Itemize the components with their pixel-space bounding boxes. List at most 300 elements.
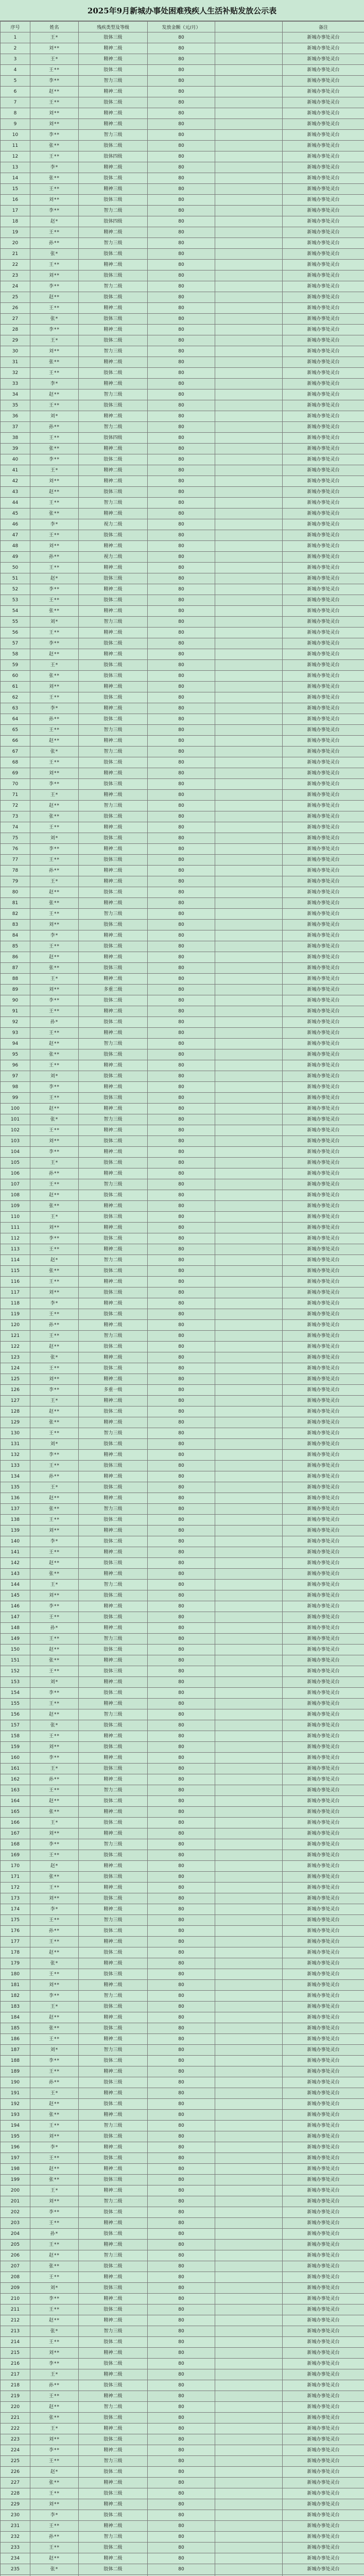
cell-disability: 智力二级 <box>79 1991 148 2002</box>
cell-amount: 80 <box>148 389 215 400</box>
cell-index: 170 <box>1 1861 30 1872</box>
cell-blank <box>215 130 283 141</box>
cell-blank <box>215 498 283 509</box>
cell-name: 赵** <box>30 487 79 498</box>
cell-disability: 肢体二级 <box>79 2467 148 2478</box>
cell-name: 赵** <box>30 649 79 660</box>
cell-blank <box>215 801 283 811</box>
table-row <box>1 1287 364 1298</box>
cell-remark: 新城办事处灵台 <box>283 2478 364 2488</box>
cell-remark: 新城办事处灵台 <box>283 985 364 995</box>
cell-name: 张** <box>30 2413 79 2424</box>
cell-remark: 新城办事处灵台 <box>283 2283 364 2294</box>
cell-amount: 80 <box>148 238 215 249</box>
table-row <box>1 671 364 682</box>
cell-remark: 新城办事处灵台 <box>283 671 364 682</box>
cell-name: 李** <box>30 130 79 141</box>
cell-blank <box>215 1893 283 1904</box>
cell-blank <box>215 1385 283 1396</box>
cell-blank <box>215 411 283 422</box>
cell-blank <box>215 909 283 920</box>
cell-blank <box>215 119 283 130</box>
cell-blank <box>215 855 283 866</box>
cell-amount: 80 <box>148 195 215 206</box>
table-row <box>1 2304 364 2315</box>
cell-name: 李** <box>30 844 79 855</box>
cell-index: 58 <box>1 649 30 660</box>
cell-remark: 新城办事处灵台 <box>283 833 364 844</box>
cell-remark: 新城办事处灵台 <box>283 1428 364 1439</box>
cell-amount: 80 <box>148 76 215 87</box>
cell-index: 216 <box>1 2359 30 2369</box>
cell-blank <box>215 1850 283 1861</box>
cell-blank <box>215 920 283 930</box>
cell-index: 134 <box>1 1471 30 1482</box>
cell-name: 孙** <box>30 552 79 563</box>
cell-disability: 肢体二级 <box>79 1363 148 1374</box>
cell-index: 187 <box>1 2045 30 2056</box>
cell-index: 82 <box>1 909 30 920</box>
cell-name: 王* <box>30 2424 79 2434</box>
cell-remark: 新城办事处灵台 <box>283 2369 364 2380</box>
cell-amount: 80 <box>148 1179 215 1190</box>
table-row <box>1 2099 364 2110</box>
table-row <box>1 1060 364 1071</box>
table-row <box>1 87 364 97</box>
cell-index: 144 <box>1 1580 30 1590</box>
cell-blank <box>215 2304 283 2315</box>
cell-remark: 新城办事处灵台 <box>283 2002 364 2012</box>
cell-amount: 80 <box>148 1287 215 1298</box>
cell-remark: 新城办事处灵台 <box>283 1060 364 1071</box>
table-row <box>1 909 364 920</box>
cell-disability: 肢体二级 <box>79 368 148 379</box>
cell-index: 66 <box>1 736 30 747</box>
cell-amount: 80 <box>148 216 215 227</box>
cell-remark: 新城办事处灵台 <box>283 1028 364 1039</box>
cell-remark: 新城办事处灵台 <box>283 151 364 162</box>
cell-name: 孙* <box>30 1017 79 1028</box>
cell-name: 李** <box>30 76 79 87</box>
cell-disability: 智力二级 <box>79 1255 148 1266</box>
cell-name: 刘** <box>30 270 79 281</box>
cell-amount: 80 <box>148 844 215 855</box>
cell-remark: 新城办事处灵台 <box>283 1136 364 1147</box>
cell-name: 赵** <box>30 292 79 303</box>
cell-blank <box>215 1937 283 1947</box>
cell-index: 160 <box>1 1753 30 1764</box>
table-row <box>1 2185 364 2196</box>
cell-amount: 80 <box>148 1039 215 1049</box>
cell-name: 刘** <box>30 346 79 357</box>
cell-remark: 新城办事处灵台 <box>283 736 364 747</box>
cell-index: 163 <box>1 1785 30 1796</box>
cell-disability: 智力三级 <box>79 2532 148 2543</box>
cell-amount: 80 <box>148 54 215 65</box>
cell-disability: 精神二级 <box>79 876 148 887</box>
cell-index: 230 <box>1 2510 30 2521</box>
table-row <box>1 2164 364 2175</box>
cell-blank <box>215 2121 283 2131</box>
cell-disability: 肢体二级 <box>79 1309 148 1320</box>
cell-disability: 精神二级 <box>79 1828 148 1839</box>
cell-amount: 80 <box>148 303 215 314</box>
cell-index: 1 <box>1 32 30 43</box>
cell-name: 王** <box>30 65 79 76</box>
cell-disability: 精神二级 <box>79 952 148 963</box>
cell-index: 186 <box>1 2034 30 2045</box>
cell-remark: 新城办事处灵台 <box>283 2499 364 2510</box>
cell-amount: 80 <box>148 2294 215 2304</box>
cell-blank <box>215 422 283 433</box>
cell-blank <box>215 2272 283 2283</box>
cell-amount: 80 <box>148 1958 215 1969</box>
cell-amount: 80 <box>148 357 215 368</box>
cell-disability: 精神二级 <box>79 1006 148 1017</box>
table-row <box>1 1893 364 1904</box>
cell-amount: 80 <box>148 141 215 151</box>
table-row <box>1 1179 364 1190</box>
cell-index: 200 <box>1 2185 30 2196</box>
cell-blank <box>215 2131 283 2142</box>
cell-blank <box>215 1569 283 1580</box>
cell-index: 11 <box>1 141 30 151</box>
cell-disability: 多重一级 <box>79 1385 148 1396</box>
cell-index: 195 <box>1 2131 30 2142</box>
cell-index: 84 <box>1 930 30 941</box>
cell-name: 王** <box>30 1731 79 1742</box>
cell-name: 刘** <box>30 195 79 206</box>
cell-index: 85 <box>1 941 30 952</box>
cell-amount: 80 <box>148 1861 215 1872</box>
table-row <box>1 292 364 303</box>
cell-remark: 新城办事处灵台 <box>283 379 364 389</box>
cell-amount: 80 <box>148 1266 215 1277</box>
table-row <box>1 184 364 195</box>
table-row <box>1 1082 364 1093</box>
cell-index: 147 <box>1 1612 30 1623</box>
cell-remark: 新城办事处灵台 <box>283 76 364 87</box>
cell-name: 赵** <box>30 1406 79 1417</box>
cell-blank <box>215 833 283 844</box>
cell-disability: 精神二级 <box>79 584 148 595</box>
cell-blank <box>215 1883 283 1893</box>
cell-index: 130 <box>1 1428 30 1439</box>
cell-remark: 新城办事处灵台 <box>283 649 364 660</box>
table-row <box>1 2250 364 2261</box>
cell-amount: 80 <box>148 2066 215 2077</box>
cell-remark: 新城办事处灵台 <box>283 1861 364 1872</box>
table-row <box>1 2380 364 2391</box>
cell-amount: 80 <box>148 866 215 876</box>
table-row <box>1 541 364 552</box>
cell-index: 3 <box>1 54 30 65</box>
cell-remark: 新城办事处灵台 <box>283 1287 364 1298</box>
table-row <box>1 2034 364 2045</box>
cell-blank <box>215 692 283 703</box>
cell-name: 王* <box>30 974 79 985</box>
cell-name: 王** <box>30 368 79 379</box>
cell-disability: 肢体二级 <box>79 1158 148 1168</box>
cell-amount: 80 <box>148 2380 215 2391</box>
cell-index: 143 <box>1 1569 30 1580</box>
cell-name: 李** <box>30 2056 79 2066</box>
cell-remark: 新城办事处灵台 <box>283 530 364 541</box>
table-row <box>1 606 364 617</box>
cell-amount: 80 <box>148 2077 215 2088</box>
cell-blank <box>215 2499 283 2510</box>
cell-disability: 肢体二级 <box>79 65 148 76</box>
cell-remark: 新城办事处灵台 <box>283 790 364 801</box>
cell-index: 87 <box>1 963 30 974</box>
cell-remark: 新城办事处灵台 <box>283 1342 364 1352</box>
cell-index: 122 <box>1 1342 30 1352</box>
cell-name: 孙** <box>30 714 79 725</box>
cell-disability: 肢体二级 <box>79 660 148 671</box>
table-row <box>1 389 364 400</box>
cell-disability: 智力二级 <box>79 2402 148 2413</box>
cell-amount: 80 <box>148 2337 215 2348</box>
cell-blank <box>215 97 283 108</box>
cell-blank <box>215 1017 283 1028</box>
subsidy-table <box>0 21 364 2576</box>
cell-amount: 80 <box>148 1374 215 1385</box>
cell-blank <box>215 1125 283 1136</box>
cell-blank <box>215 1233 283 1244</box>
cell-name: 王* <box>30 2185 79 2196</box>
cell-index: 201 <box>1 2196 30 2207</box>
cell-disability: 精神二级 <box>79 703 148 714</box>
cell-amount: 80 <box>148 335 215 346</box>
cell-name: 王** <box>30 1969 79 1980</box>
table-row <box>1 498 364 509</box>
cell-name: 李** <box>30 1082 79 1093</box>
cell-name: 张** <box>30 444 79 454</box>
table-row <box>1 1720 364 1731</box>
cell-index: 81 <box>1 898 30 909</box>
cell-amount: 80 <box>148 1612 215 1623</box>
cell-blank <box>215 249 283 260</box>
cell-blank <box>215 1450 283 1461</box>
table-row <box>1 2142 364 2153</box>
cell-name: 张* <box>30 249 79 260</box>
cell-remark: 新城办事处灵台 <box>283 206 364 216</box>
cell-disability: 智力三级 <box>79 1114 148 1125</box>
cell-amount: 80 <box>148 692 215 703</box>
cell-amount: 80 <box>148 779 215 790</box>
cell-remark: 新城办事处灵台 <box>283 1601 364 1612</box>
cell-remark: 新城办事处灵台 <box>283 2413 364 2424</box>
cell-index: 61 <box>1 682 30 692</box>
cell-remark: 新城办事处灵台 <box>283 2023 364 2034</box>
cell-blank <box>215 216 283 227</box>
cell-amount: 80 <box>148 1742 215 1753</box>
cell-name: 王** <box>30 1785 79 1796</box>
cell-blank <box>215 162 283 173</box>
cell-name: 王** <box>30 260 79 270</box>
cell-remark: 新城办事处灵台 <box>283 173 364 184</box>
cell-disability: 肢体二级 <box>79 2510 148 2521</box>
table-row <box>1 238 364 249</box>
cell-blank <box>215 1688 283 1699</box>
cell-name: 王** <box>30 1093 79 1104</box>
cell-remark: 新城办事处灵台 <box>283 1915 364 1926</box>
cell-name: 刘** <box>30 985 79 995</box>
cell-blank <box>215 985 283 995</box>
table-row <box>1 1958 364 1969</box>
cell-name: 李** <box>30 1450 79 1461</box>
cell-blank <box>215 303 283 314</box>
cell-disability: 肢体二级 <box>79 1818 148 1828</box>
cell-amount: 80 <box>148 260 215 270</box>
cell-name: 李* <box>30 1298 79 1309</box>
cell-remark: 新城办事处灵台 <box>283 606 364 617</box>
table-row <box>1 2066 364 2077</box>
cell-index: 149 <box>1 1634 30 1645</box>
cell-name: 张** <box>30 671 79 682</box>
cell-blank <box>215 2099 283 2110</box>
cell-remark: 新城办事处灵台 <box>283 498 364 509</box>
cell-amount: 80 <box>148 454 215 465</box>
cell-remark: 新城办事处灵台 <box>283 1774 364 1785</box>
cell-disability: 精神二级 <box>79 2499 148 2510</box>
table-row <box>1 1104 364 1114</box>
cell-amount: 80 <box>148 1114 215 1125</box>
table-row <box>1 173 364 184</box>
cell-remark: 新城办事处灵台 <box>283 1526 364 1536</box>
cell-amount: 80 <box>148 2348 215 2359</box>
cell-name: 王** <box>30 2456 79 2467</box>
cell-remark: 新城办事处灵台 <box>283 65 364 76</box>
cell-disability: 肢体二级 <box>79 692 148 703</box>
cell-remark: 新城办事处灵台 <box>283 1493 364 1504</box>
cell-name: 赵** <box>30 736 79 747</box>
table-row <box>1 1352 364 1363</box>
table-row <box>1 1623 364 1634</box>
cell-index: 192 <box>1 2099 30 2110</box>
table-row <box>1 270 364 281</box>
cell-blank <box>215 2380 283 2391</box>
cell-name: 李* <box>30 2142 79 2153</box>
cell-blank <box>215 2283 283 2294</box>
cell-index: 12 <box>1 151 30 162</box>
cell-blank <box>215 335 283 346</box>
cell-disability: 肢体二级 <box>79 1136 148 1147</box>
table-row <box>1 368 364 379</box>
cell-index: 189 <box>1 2066 30 2077</box>
cell-name: 李** <box>30 1688 79 1699</box>
table-row <box>1 790 364 801</box>
cell-remark: 新城办事处灵台 <box>283 1114 364 1125</box>
cell-remark: 新城办事处灵台 <box>283 887 364 898</box>
cell-amount: 80 <box>148 2196 215 2207</box>
cell-amount: 80 <box>148 1558 215 1569</box>
cell-name: 张** <box>30 1201 79 1212</box>
cell-blank <box>215 1482 283 1493</box>
cell-blank <box>215 379 283 389</box>
cell-remark: 新城办事处灵台 <box>283 1439 364 1450</box>
cell-amount: 80 <box>148 1482 215 1493</box>
cell-blank <box>215 2218 283 2229</box>
cell-disability: 精神二级 <box>79 1060 148 1071</box>
cell-blank <box>215 1363 283 1374</box>
table-row <box>1 1331 364 1342</box>
table-header-row <box>1 22 364 32</box>
cell-blank <box>215 779 283 790</box>
cell-amount: 80 <box>148 2207 215 2218</box>
cell-index: 117 <box>1 1287 30 1298</box>
cell-remark: 新城办事处灵台 <box>283 1255 364 1266</box>
cell-remark: 新城办事处灵台 <box>283 1634 364 1645</box>
cell-remark: 新城办事处灵台 <box>283 1201 364 1212</box>
cell-remark: 新城办事处灵台 <box>283 920 364 930</box>
cell-amount: 80 <box>148 519 215 530</box>
cell-remark: 新城办事处灵台 <box>283 2261 364 2272</box>
cell-blank <box>215 487 283 498</box>
cell-remark: 新城办事处灵台 <box>283 2185 364 2196</box>
cell-amount: 80 <box>148 833 215 844</box>
cell-index: 190 <box>1 2077 30 2088</box>
table-row <box>1 1569 364 1580</box>
cell-remark: 新城办事处灵台 <box>283 2304 364 2315</box>
cell-name: 王* <box>30 2088 79 2099</box>
cell-amount: 80 <box>148 2002 215 2012</box>
cell-disability: 精神二级 <box>79 1320 148 1331</box>
cell-blank <box>215 2207 283 2218</box>
cell-amount: 80 <box>148 2121 215 2131</box>
cell-blank <box>215 963 283 974</box>
cell-remark: 新城办事处灵台 <box>283 638 364 649</box>
cell-remark: 新城办事处灵台 <box>283 779 364 790</box>
cell-remark: 新城办事处灵台 <box>283 1125 364 1136</box>
cell-blank <box>215 43 283 54</box>
table-row <box>1 876 364 887</box>
cell-name: 孙** <box>30 1471 79 1482</box>
cell-index: 67 <box>1 747 30 757</box>
cell-amount: 80 <box>148 1839 215 1850</box>
cell-disability: 肢体二级 <box>79 887 148 898</box>
cell-name: 刘** <box>30 1526 79 1536</box>
cell-disability: 精神二级 <box>79 2012 148 2023</box>
table-row <box>1 1482 364 1493</box>
cell-amount: 80 <box>148 400 215 411</box>
cell-remark: 新城办事处灵台 <box>283 2467 364 2478</box>
cell-remark: 新城办事处灵台 <box>283 2099 364 2110</box>
cell-name: 王** <box>30 1915 79 1926</box>
cell-disability: 精神二级 <box>79 790 148 801</box>
cell-remark: 新城办事处灵台 <box>283 2553 364 2564</box>
cell-amount: 80 <box>148 249 215 260</box>
table-row <box>1 303 364 314</box>
table-row <box>1 1374 364 1385</box>
cell-disability: 智力三级 <box>79 346 148 357</box>
cell-remark: 新城办事处灵台 <box>283 1839 364 1850</box>
table-row <box>1 2359 364 2369</box>
cell-amount: 80 <box>148 1764 215 1774</box>
cell-name: 王** <box>30 1277 79 1287</box>
cell-disability: 肢体二级 <box>79 335 148 346</box>
table-row <box>1 2532 364 2543</box>
cell-index: 24 <box>1 281 30 292</box>
cell-remark: 新城办事处灵台 <box>283 1396 364 1406</box>
cell-amount: 80 <box>148 1547 215 1558</box>
cell-remark: 新城办事处灵台 <box>283 357 364 368</box>
cell-remark: 新城办事处灵台 <box>283 1244 364 1255</box>
cell-disability: 精神三级 <box>79 184 148 195</box>
cell-blank <box>215 1406 283 1417</box>
cell-remark: 新城办事处灵台 <box>283 1926 364 1937</box>
cell-blank <box>215 1223 283 1233</box>
